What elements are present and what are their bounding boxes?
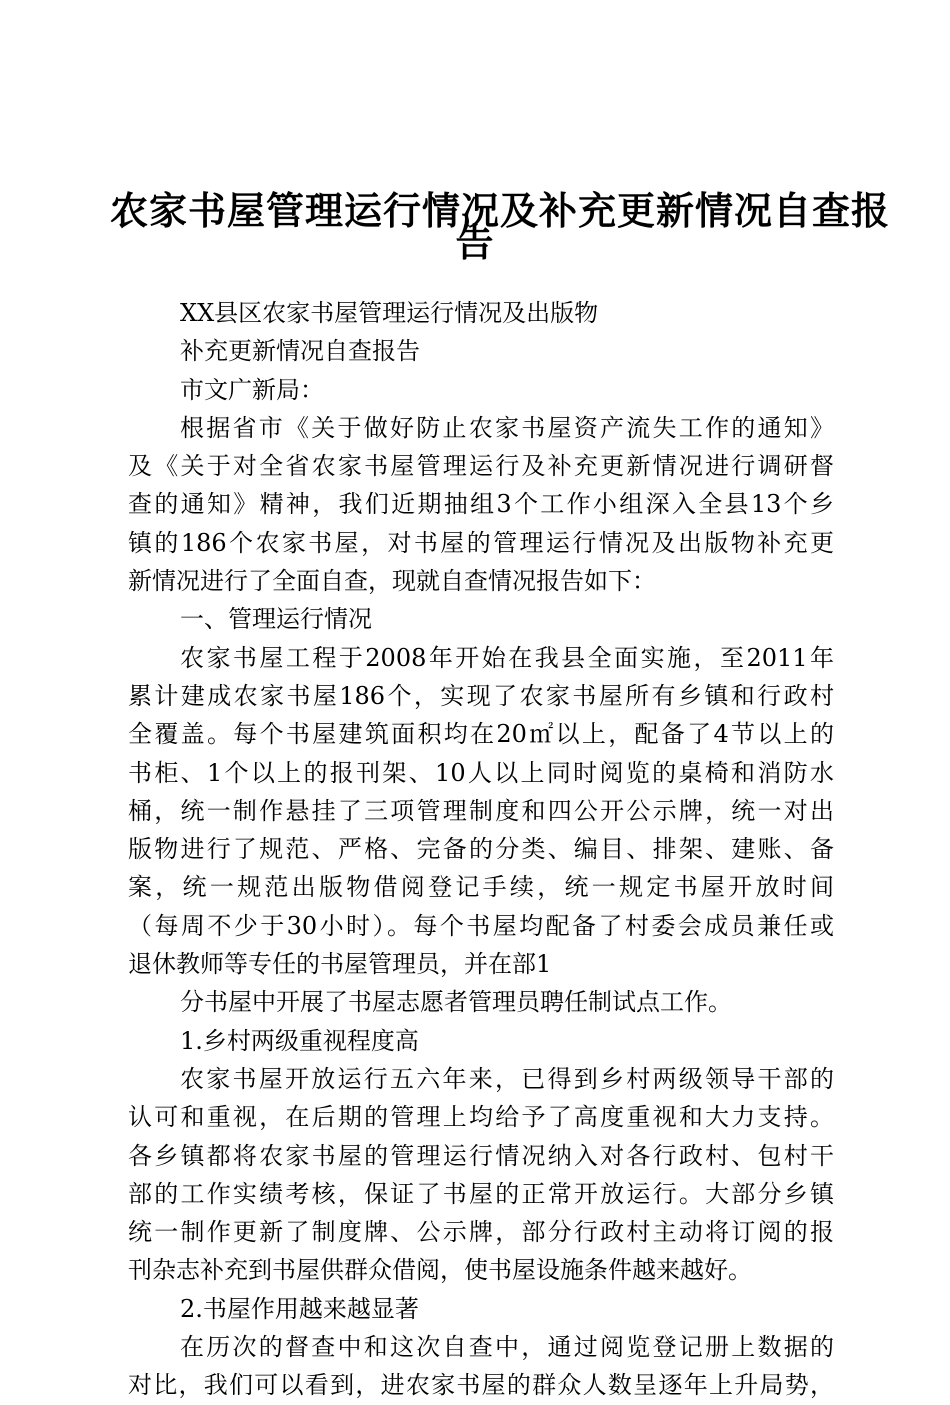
body-text-line: 一、管理运行情况 [180,605,372,634]
document-title-line-2: 告 [455,221,495,265]
body-text-line: 书柜、1个以上的报刊架、10人以上同时阅览的桌椅和消防水 [128,758,834,787]
body-text-line: 各乡镇都将农家书屋的管理运行情况纳入对各行政村、包村干 [128,1141,834,1170]
body-text-line: 刊杂志补充到书屋供群众借阅，使书屋设施条件越来越好。 [128,1256,752,1285]
body-text-line: 累计建成农家书屋186个，实现了农家书屋所有乡镇和行政村 [128,681,834,710]
body-text-line: 案，统一规范出版物借阅登记手续，统一规定书屋开放时间 [128,873,834,902]
body-text-line: 镇的186个农家书屋，对书屋的管理运行情况及出版物补充更 [128,528,834,557]
body-text-line: 对比，我们可以看到，进农家书屋的群众人数呈逐年上升局势， [128,1371,834,1400]
body-text-line: 版物进行了规范、严格、完备的分类、编目、排架、建账、备 [128,835,834,864]
body-text-line: 认可和重视，在后期的管理上均给予了高度重视和大力支持。 [128,1103,834,1132]
body-text-line: 部的工作实绩考核，保证了书屋的正常开放运行。大部分乡镇 [128,1179,834,1208]
body-text-line: 在历次的督查中和这次自查中，通过阅览登记册上数据的 [180,1333,834,1362]
body-text-line: 退休教师等专任的书屋管理员，并在部1 [128,950,552,979]
body-text-line: XX县区农家书屋管理运行情况及出版物 [180,299,599,327]
body-text-line: 统一制作更新了制度牌、公示牌，部分行政村主动将订阅的报 [128,1218,834,1247]
body-text-line: 农家书屋工程于2008年开始在我县全面实施，至2011年 [180,643,834,672]
body-text-line: 市文广新局： [180,375,324,404]
body-text-line: 及《关于对全省农家书屋管理运行及补充更新情况进行调研督 [128,452,834,481]
document-title-line-1: 农家书屋管理运行情况及补充更新情况自查报 [110,189,891,233]
body-text-line: 农家书屋开放运行五六年来，已得到乡村两级领导干部的 [180,1064,834,1093]
body-text-line: 1.乡村两级重视程度高 [180,1026,419,1055]
body-text-line: 查的通知》精神，我们近期抽组3个工作小组深入全县13个乡 [128,490,834,519]
body-text-line: 分书屋中开展了书屋志愿者管理员聘任制试点工作。 [180,988,732,1017]
body-text-line: 根据省市《关于做好防止农家书屋资产流失工作的通知》 [180,413,834,442]
body-text-line: 2.书屋作用越来越显著 [180,1294,419,1323]
document-body [128,294,834,1405]
body-text-line: 补充更新情况自查报告 [180,337,420,366]
body-text-line: 全覆盖。每个书屋建筑面积均在20㎡以上，配备了4节以上的 [128,720,834,749]
body-text-line: 新情况进行了全面自查，现就自查情况报告如下： [128,567,656,596]
body-text-line: 桶，统一制作悬挂了三项管理制度和四公开公示牌，统一对出 [128,796,834,825]
body-text-line: （每周不少于30小时）。每个书屋均配备了村委会成员兼任或 [128,911,834,940]
